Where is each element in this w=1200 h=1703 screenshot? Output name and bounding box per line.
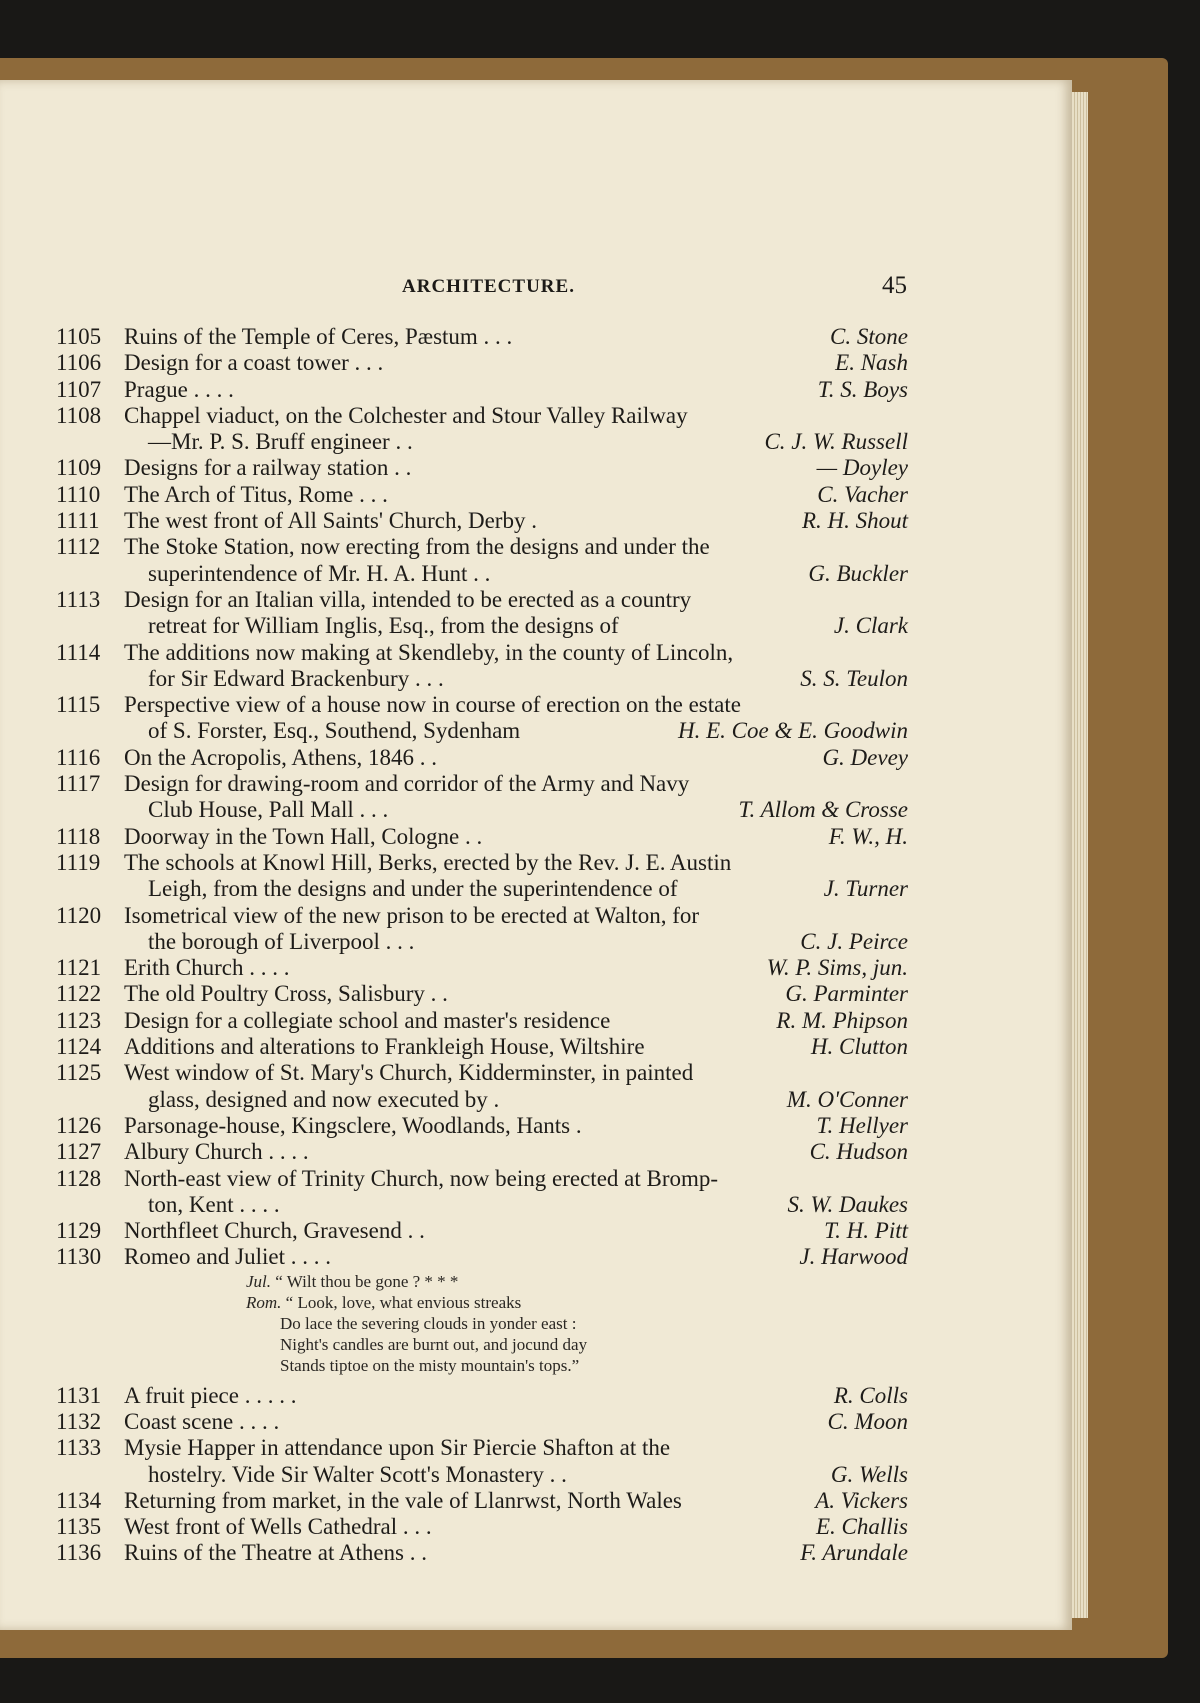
catalogue-entry bbox=[56, 324, 908, 350]
catalogue-entries bbox=[56, 324, 908, 1567]
entry-number: 1124 bbox=[56, 1034, 102, 1060]
entry-line bbox=[56, 1192, 908, 1218]
catalogue-entry bbox=[56, 1435, 908, 1488]
entry-artist: C. J. W. Russell bbox=[764, 429, 908, 455]
catalogue-entry bbox=[56, 640, 908, 693]
entry-line bbox=[56, 1060, 908, 1086]
running-head bbox=[0, 272, 1072, 306]
entry-number: 1122 bbox=[56, 981, 102, 1007]
quote-speaker: Jul. bbox=[246, 1271, 272, 1291]
catalogue-entry bbox=[56, 692, 908, 745]
entry-line bbox=[56, 403, 908, 429]
entry-line bbox=[56, 692, 908, 718]
quote-line bbox=[56, 1313, 908, 1334]
entry-artist: M. O'Conner bbox=[786, 1086, 908, 1112]
entry-number: 1127 bbox=[56, 1139, 102, 1165]
entry-title: of S. Forster, Esq., Southend, Sydenham bbox=[148, 718, 521, 744]
entry-artist: C. Hudson bbox=[809, 1139, 908, 1165]
catalogue-entry bbox=[56, 1218, 908, 1244]
entry-title: The additions now making at Skendleby, in the county of Lincoln, bbox=[124, 639, 734, 665]
entry-title: Perspective view of a house now in course of erection on the estate bbox=[124, 692, 741, 718]
entry-line bbox=[56, 324, 908, 350]
entry-title: The schools at Knowl Hill, Berks, erected by the Rev. J. E. Austin bbox=[124, 849, 732, 875]
catalogue-entry bbox=[56, 824, 908, 850]
entry-title: Ruins of the Temple of Ceres, Pæstum . . . bbox=[124, 324, 513, 349]
entry-number: 1136 bbox=[56, 1540, 102, 1566]
quote-line bbox=[56, 1271, 908, 1292]
catalogue-entry bbox=[56, 745, 908, 771]
catalogue-entry bbox=[56, 1060, 908, 1113]
catalogue-entry bbox=[56, 1540, 908, 1566]
entry-number: 1106 bbox=[56, 350, 102, 376]
entry-title: Romeo and Juliet . . . . bbox=[124, 1244, 331, 1270]
entry-number: 1128 bbox=[56, 1165, 102, 1191]
entry-line bbox=[56, 1139, 908, 1165]
entry-artist: W. P. Sims, jun. bbox=[766, 955, 908, 981]
entry-number: 1116 bbox=[56, 744, 101, 770]
entry-line bbox=[56, 534, 908, 560]
entry-title: Prague . . . . bbox=[124, 376, 234, 402]
quote-line bbox=[56, 1355, 908, 1376]
entry-artist: H. E. Coe & E. Goodwin bbox=[678, 718, 908, 744]
entry-title: retreat for William Inglis, Esq., from the designs of bbox=[148, 613, 619, 639]
entry-line bbox=[56, 666, 908, 692]
entry-artist: T. Hellyer bbox=[816, 1112, 908, 1138]
entry-number: 1108 bbox=[56, 402, 102, 428]
entry-number: 1109 bbox=[56, 455, 102, 481]
entry-number: 1123 bbox=[56, 1007, 102, 1033]
entry-line bbox=[56, 1462, 908, 1488]
entry-line bbox=[56, 850, 908, 876]
entry-number: 1126 bbox=[56, 1112, 102, 1138]
entry-title: The Stoke Station, now erecting from the designs and under the bbox=[124, 534, 710, 560]
entry-number: 1125 bbox=[56, 1060, 102, 1086]
entry-artist: G. Parminter bbox=[785, 981, 908, 1007]
entry-title: Leigh, from the designs and under the superintendence of bbox=[148, 876, 678, 902]
entry-title: Returning from market, in the vale of Llanrwst, North Wales bbox=[124, 1487, 682, 1513]
catalogue-entry bbox=[56, 1008, 908, 1034]
entry-line bbox=[56, 1514, 908, 1540]
entry-title: Design for drawing-room and corridor of the Army and Navy bbox=[124, 771, 690, 797]
entry-number: 1114 bbox=[56, 639, 101, 665]
entry-line bbox=[56, 587, 908, 613]
entry-number: 1113 bbox=[56, 586, 101, 612]
catalogue-entry bbox=[56, 1244, 908, 1270]
entry-number: 1133 bbox=[56, 1435, 102, 1461]
catalogue-entry bbox=[56, 377, 908, 403]
entry-number: 1105 bbox=[56, 324, 102, 349]
entry-artist: T. H. Pitt bbox=[824, 1218, 908, 1244]
entry-title: superintendence of Mr. H. A. Hunt . . bbox=[148, 560, 491, 586]
entry-line bbox=[56, 640, 908, 666]
entry-number: 1130 bbox=[56, 1244, 102, 1270]
entry-title: Doorway in the Town Hall, Cologne . . bbox=[124, 823, 483, 849]
entry-line bbox=[56, 745, 908, 771]
catalogue-entry bbox=[56, 350, 908, 376]
running-title: ARCHITECTURE. bbox=[402, 276, 575, 297]
entry-title: Design for a collegiate school and master's residence bbox=[124, 1007, 611, 1033]
catalogue-entry bbox=[56, 981, 908, 1007]
entry-artist: A. Vickers bbox=[815, 1487, 908, 1513]
entry-artist: F. Arundale bbox=[800, 1540, 908, 1566]
catalogue-entry bbox=[56, 508, 908, 534]
entry-title: Albury Church . . . . bbox=[124, 1139, 309, 1165]
entry-line bbox=[56, 613, 908, 639]
entry-line bbox=[56, 1488, 908, 1514]
entry-line bbox=[56, 455, 908, 481]
entry-artist: R. Colls bbox=[833, 1382, 908, 1408]
entry-line bbox=[56, 1409, 908, 1435]
entry-title: West front of Wells Cathedral . . . bbox=[124, 1514, 432, 1540]
entry-artist: E. Challis bbox=[815, 1514, 908, 1540]
entry-line bbox=[56, 797, 908, 823]
catalogue-entry bbox=[56, 1488, 908, 1514]
entry-number: 1107 bbox=[56, 376, 102, 402]
entry-line bbox=[56, 561, 908, 587]
entry-title: Club House, Pall Mall . . . bbox=[148, 797, 389, 823]
entry-artist: J. Clark bbox=[833, 613, 908, 639]
catalogue-entry bbox=[56, 1113, 908, 1139]
entry-artist: — Doyley bbox=[816, 455, 908, 481]
entry-title: A fruit piece . . . . . bbox=[124, 1382, 297, 1408]
entry-artist: C. Stone bbox=[830, 324, 908, 349]
entry-line bbox=[56, 955, 908, 981]
quote-text: Do lace the severing clouds in yonder east : bbox=[280, 1314, 577, 1334]
entry-number: 1131 bbox=[56, 1382, 102, 1408]
entry-line bbox=[56, 508, 908, 534]
entry-line bbox=[56, 1008, 908, 1034]
entry-title: —Mr. P. S. Bruff engineer . . bbox=[148, 429, 413, 455]
entry-artist: G. Buckler bbox=[808, 560, 908, 586]
entry-number: 1115 bbox=[56, 692, 101, 718]
entry-line bbox=[56, 718, 908, 744]
entry-number: 1134 bbox=[56, 1487, 102, 1513]
entry-artist: J. Harwood bbox=[799, 1244, 908, 1270]
quote-text: “ Look, love, what envious streaks bbox=[281, 1292, 522, 1312]
entry-title: Northfleet Church, Gravesend . . bbox=[124, 1218, 425, 1244]
entry-line bbox=[56, 771, 908, 797]
catalogue-entry bbox=[56, 850, 908, 903]
entry-title: Design for a coast tower . . . bbox=[124, 350, 384, 376]
entry-title: Chappel viaduct, on the Colchester and Stour Valley Railway bbox=[124, 402, 688, 428]
page-edges bbox=[1072, 92, 1088, 1618]
entry-artist: F. W., H. bbox=[828, 823, 908, 849]
entry-line bbox=[56, 929, 908, 955]
entry-title: Additions and alterations to Frankleigh House, Wiltshire bbox=[124, 1034, 645, 1060]
catalogue-entry bbox=[56, 1034, 908, 1060]
entry-title: ton, Kent . . . . bbox=[148, 1191, 280, 1217]
entry-number: 1112 bbox=[56, 534, 101, 560]
entry-number: 1120 bbox=[56, 902, 102, 928]
catalogue-entry bbox=[56, 1409, 908, 1435]
entry-artist: R. M. Phipson bbox=[776, 1007, 908, 1033]
entry-number: 1111 bbox=[56, 508, 100, 534]
entry-line bbox=[56, 1218, 908, 1244]
entry-title: hostelry. Vide Sir Walter Scott's Monastery . . bbox=[148, 1461, 567, 1487]
entry-title: Parsonage-house, Kingsclere, Woodlands, Hants . bbox=[124, 1112, 582, 1138]
entry-number: 1129 bbox=[56, 1218, 102, 1244]
catalogue-entry bbox=[56, 403, 908, 456]
entry-number: 1118 bbox=[56, 823, 101, 849]
quote-text: “ Wilt thou be gone ? * * * bbox=[271, 1271, 459, 1291]
entry-title: The west front of All Saints' Church, Derby . bbox=[124, 508, 537, 534]
entry-artist: J. Turner bbox=[823, 876, 908, 902]
entry-line bbox=[56, 903, 908, 929]
catalogue-entry bbox=[56, 955, 908, 981]
entry-line bbox=[56, 429, 908, 455]
entry-line bbox=[56, 482, 908, 508]
entry-line bbox=[56, 1244, 908, 1270]
entry-artist: T. Allom & Crosse bbox=[738, 797, 908, 823]
page-number: 45 bbox=[882, 272, 907, 299]
entry-artist: T. S. Boys bbox=[817, 376, 908, 402]
quote-speaker: Rom. bbox=[246, 1292, 282, 1312]
entry-title: Design for an Italian villa, intended to be erected as a country bbox=[124, 586, 692, 612]
entry-line bbox=[56, 981, 908, 1007]
entry-line bbox=[56, 1166, 908, 1192]
entry-title: Ruins of the Theatre at Athens . . bbox=[124, 1540, 427, 1566]
catalogue-entry bbox=[56, 771, 908, 824]
entry-title: Isometrical view of the new prison to be erected at Walton, for bbox=[124, 902, 700, 928]
quote-line bbox=[56, 1292, 908, 1313]
catalogue-entry bbox=[56, 455, 908, 481]
entry-title: Mysie Happer in attendance upon Sir Piercie Shafton at the bbox=[124, 1435, 671, 1461]
entry-artist: S. S. Teulon bbox=[800, 665, 908, 691]
catalogue-entry bbox=[56, 587, 908, 640]
entry-line bbox=[56, 824, 908, 850]
entry-title: glass, designed and now executed by . bbox=[148, 1086, 500, 1112]
quotation bbox=[56, 1271, 908, 1377]
entry-title: for Sir Edward Brackenbury . . . bbox=[148, 665, 444, 691]
entry-title: Coast scene . . . . bbox=[124, 1408, 280, 1434]
entry-number: 1117 bbox=[56, 771, 101, 797]
entry-artist: E. Nash bbox=[835, 350, 908, 376]
catalogue-entry bbox=[56, 1166, 908, 1219]
entry-number: 1110 bbox=[56, 481, 101, 507]
entry-line bbox=[56, 350, 908, 376]
entry-number: 1135 bbox=[56, 1514, 102, 1540]
entry-line bbox=[56, 1435, 908, 1461]
entry-artist: H. Clutton bbox=[810, 1034, 908, 1060]
catalogue-entry bbox=[56, 903, 908, 956]
catalogue-entry bbox=[56, 1514, 908, 1540]
catalogue-entry bbox=[56, 1139, 908, 1165]
quote-line bbox=[56, 1334, 908, 1355]
quote-text: Stands tiptoe on the misty mountain's tops.” bbox=[280, 1356, 580, 1376]
entry-line bbox=[56, 1540, 908, 1566]
entry-title: On the Acropolis, Athens, 1846 . . bbox=[124, 744, 438, 770]
entry-artist: C. Moon bbox=[827, 1408, 908, 1434]
entry-title: West window of St. Mary's Church, Kidderminster, in painted bbox=[124, 1060, 694, 1086]
entry-artist: G. Devey bbox=[822, 744, 908, 770]
book-page bbox=[0, 80, 1072, 1630]
entry-artist: R. H. Shout bbox=[801, 508, 908, 534]
entry-artist: C. Vacher bbox=[817, 481, 908, 507]
entry-artist: C. J. Peirce bbox=[800, 928, 908, 954]
entry-line bbox=[56, 876, 908, 902]
entry-line bbox=[56, 377, 908, 403]
entry-line bbox=[56, 1113, 908, 1139]
entry-title: Designs for a railway station . . bbox=[124, 455, 412, 481]
quote-text: Night's candles are burnt out, and jocund day bbox=[280, 1335, 588, 1355]
entry-artist: G. Wells bbox=[830, 1461, 908, 1487]
entry-artist: S. W. Daukes bbox=[787, 1191, 908, 1217]
entry-number: 1119 bbox=[56, 849, 101, 875]
entry-line bbox=[56, 1383, 908, 1409]
entry-title: The Arch of Titus, Rome . . . bbox=[124, 481, 388, 507]
entry-title: North-east view of Trinity Church, now being erected at Bromp- bbox=[124, 1165, 719, 1191]
entry-number: 1132 bbox=[56, 1408, 102, 1434]
catalogue-entry bbox=[56, 534, 908, 587]
entry-line bbox=[56, 1034, 908, 1060]
entry-title: The old Poultry Cross, Salisbury . . bbox=[124, 981, 448, 1007]
catalogue-entry bbox=[56, 1383, 908, 1409]
entry-title: the borough of Liverpool . . . bbox=[148, 928, 415, 954]
entry-title: Erith Church . . . . bbox=[124, 955, 290, 981]
entry-line bbox=[56, 1087, 908, 1113]
entry-number: 1121 bbox=[56, 955, 102, 981]
catalogue-entry bbox=[56, 482, 908, 508]
